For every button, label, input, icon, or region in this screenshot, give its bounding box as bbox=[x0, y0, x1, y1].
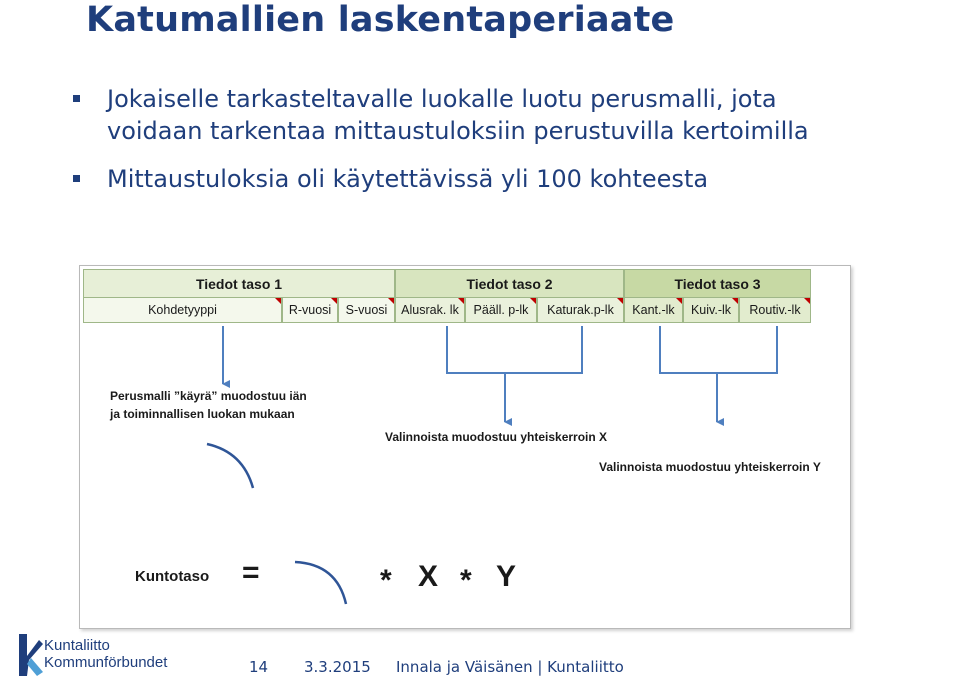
calculation-diagram bbox=[79, 265, 851, 629]
header-level-2: Tiedot taso 2 bbox=[395, 269, 624, 298]
equals-sign: = bbox=[242, 556, 260, 589]
bullet-2-line-1: Mittaustuloksia oli käytettävissä yli 100 kohteesta bbox=[107, 165, 709, 193]
column-label: Routiv.-lk bbox=[749, 303, 801, 317]
bullet-marker bbox=[73, 95, 80, 102]
column-label: R-vuosi bbox=[288, 303, 332, 317]
column-label: Kant.-lk bbox=[632, 303, 675, 317]
multiply-sign-1: * bbox=[380, 564, 392, 597]
base-curve bbox=[207, 444, 253, 488]
page-number: 14 bbox=[249, 658, 269, 676]
bullet-1-line-2: voidaan tarkentaa mittaustuloksiin perustuvilla kertoimilla bbox=[107, 117, 809, 145]
header-level-3: Tiedot taso 3 bbox=[624, 269, 811, 298]
coefficient-x-label: Valinnoista muodostuu yhteiskerroin X bbox=[385, 430, 608, 444]
footer-author: Innala ja Väisänen | Kuntaliitto bbox=[396, 658, 624, 676]
column-label: Kuiv.-lk bbox=[690, 303, 732, 317]
bullet-marker bbox=[73, 175, 80, 182]
bracket-level-2 bbox=[447, 326, 582, 373]
kuntotaso-label: Kuntotaso bbox=[135, 568, 210, 585]
header-level-1: Tiedot taso 1 bbox=[83, 269, 395, 298]
column-label: Pääll. p-lk bbox=[473, 303, 529, 317]
equation-curve bbox=[295, 562, 346, 604]
bullet-1-line-1: Jokaiselle tarkasteltavalle luokalle luotu perusmalli, jota bbox=[107, 85, 777, 113]
coefficient-y: Y bbox=[496, 560, 517, 593]
bracket-level-3 bbox=[660, 326, 777, 373]
logo-line-2: Kommunförbundet bbox=[44, 654, 168, 671]
page-title: Katumallien laskentaperiaate bbox=[86, 0, 675, 40]
multiply-sign-2: * bbox=[460, 564, 472, 597]
footer-date: 3.3.2015 bbox=[304, 658, 371, 676]
column-label: Kohdetyyppi bbox=[148, 303, 217, 317]
column-label: Katurak.p-lk bbox=[547, 303, 614, 317]
logo-line-1: Kuntaliitto bbox=[44, 637, 110, 654]
column-label: Alusrak. lk bbox=[401, 303, 459, 317]
base-model-label-line-1: Perusmalli ”käyrä” muodostuu iän bbox=[110, 389, 307, 403]
coefficient-y-label: Valinnoista muodostuu yhteiskerroin Y bbox=[599, 460, 821, 474]
logo-text bbox=[44, 637, 167, 671]
column-label: S-vuosi bbox=[345, 303, 388, 317]
coefficient-x: X bbox=[418, 560, 439, 593]
base-model-label-line-2: ja toiminnallisen luokan mukaan bbox=[110, 407, 295, 421]
